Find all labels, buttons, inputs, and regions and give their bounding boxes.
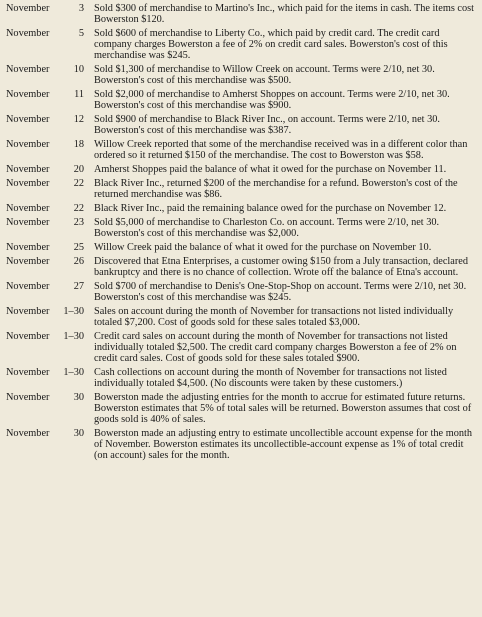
transaction-row bbox=[6, 178, 474, 200]
transaction-day: 3 bbox=[78, 3, 84, 14]
transaction-day: 20 bbox=[73, 164, 84, 176]
transaction-day: 22 bbox=[73, 178, 84, 189]
transaction-description: Black River Inc., paid the remaining balance owed for the purchase on November 12. bbox=[94, 203, 447, 214]
transaction-month: November bbox=[6, 305, 50, 317]
transaction-description: Discovered that Etna Enterprises, a customer owing $150 from a July transaction, declared bankruptcy and there is no chance of collection. Wrote off the balance of Etna's account. bbox=[94, 255, 469, 278]
transaction-month: November bbox=[6, 64, 50, 76]
transaction-row bbox=[6, 3, 474, 25]
transaction-row bbox=[6, 392, 474, 426]
transaction-row bbox=[6, 203, 474, 214]
transaction-row bbox=[6, 367, 474, 389]
transaction-row bbox=[6, 114, 474, 136]
transaction-day: 30 bbox=[73, 391, 84, 403]
transaction-day: 1–30 bbox=[63, 366, 84, 378]
transaction-description: Amherst Shoppes paid the balance of what it owed for the purchase on November 11. bbox=[94, 164, 447, 176]
transaction-day: 22 bbox=[73, 203, 84, 214]
transaction-description: Bowerston made an adjusting entry to estimate uncollectible account expense for the month of November. Bowerston estimates its uncollectible-account expense as 1% of total credit (on account) sales for the month. bbox=[94, 428, 473, 462]
transaction-row bbox=[6, 164, 474, 175]
transaction-row bbox=[6, 217, 474, 239]
transaction-day: 23 bbox=[73, 216, 84, 228]
transaction-day: 26 bbox=[73, 255, 84, 267]
transaction-description: Sold $900 of merchandise to Black River Inc., on account. Terms were 2/10, net 30. Bowerston's cost of this merchandise was $387. bbox=[94, 114, 440, 137]
transaction-month: November bbox=[6, 255, 50, 267]
transaction-row bbox=[6, 139, 474, 161]
transaction-day: 10 bbox=[73, 64, 84, 76]
transaction-day: 1–30 bbox=[63, 305, 84, 317]
transaction-month: November bbox=[6, 366, 50, 378]
transaction-row bbox=[6, 306, 474, 328]
transaction-description: Sold $600 of merchandise to Liberty Co., which paid by credit card. The credit card company charges Bowerston a fee of 2% on credit card sales. Bowerston's cost of this merchandise was $245. bbox=[94, 28, 448, 62]
transaction-row bbox=[6, 242, 474, 253]
transaction-month: November bbox=[6, 241, 50, 253]
transaction-description: Sold $5,000 of merchandise to Charleston Co. on account. Terms were 2/10, net 30. Bowerston's cost of this merchandise was $2,000. bbox=[94, 216, 440, 239]
transaction-month: November bbox=[6, 89, 50, 101]
transaction-description: Credit card sales on account during the month of November for transactions not listed individually totaled $2,500. The credit card company charges Bowerston a fee of 2% on credit card sales. Cost of goods sold for these sales totaled $900. bbox=[94, 330, 457, 364]
transaction-month: November bbox=[6, 391, 50, 403]
transaction-day: 25 bbox=[73, 241, 84, 253]
transaction-month: November bbox=[6, 164, 50, 176]
transaction-description: Sold $2,000 of merchandise to Amherst Shoppes on account. Terms were 2/10, net 30. Bowerston's cost of this merchandise was $900. bbox=[94, 89, 450, 112]
transaction-month: November bbox=[6, 28, 50, 39]
transaction-day: 18 bbox=[73, 139, 84, 151]
transaction-description: Willow Creek paid the balance of what it owed for the purchase on November 10. bbox=[94, 241, 432, 253]
transaction-row bbox=[6, 89, 474, 111]
transaction-month: November bbox=[6, 178, 50, 189]
transaction-month: November bbox=[6, 114, 50, 126]
transaction-description: Willow Creek reported that some of the merchandise received was in a different color than ordered so it returned $150 of the merchandise. The cost to Bowerston was $58. bbox=[94, 139, 468, 162]
transaction-row bbox=[6, 428, 474, 462]
transaction-description: Bowerston made the adjusting entries for the month to accrue for estimated future returns. Bowerston estimates that 5% of total sales will be returned. Bowerston assumes that cost of goods sold is 40% of sales. bbox=[94, 391, 472, 426]
transaction-description: Sales on account during the month of November for transactions not listed individually totaled $7,200. Cost of goods sold for these sales totaled $3,000. bbox=[94, 305, 454, 328]
transaction-day: 30 bbox=[73, 428, 84, 439]
transaction-month: November bbox=[6, 280, 50, 292]
transaction-row bbox=[6, 331, 474, 365]
transaction-row bbox=[6, 64, 474, 86]
transaction-row bbox=[6, 28, 474, 62]
transaction-description: Sold $300 of merchandise to Martino's Inc., which paid for the items in cash. The items cost Bowerston $120. bbox=[94, 3, 474, 26]
transaction-month: November bbox=[6, 330, 50, 342]
transaction-day: 27 bbox=[73, 280, 84, 292]
transaction-row bbox=[6, 281, 474, 303]
transaction-description: Sold $700 of merchandise to Denis's One-Stop-Shop on account. Terms were 2/10, net 30. Bowerston's cost of this merchandise was $245. bbox=[94, 280, 467, 303]
transaction-month: November bbox=[6, 216, 50, 228]
transaction-month: November bbox=[6, 203, 50, 214]
transaction-day: 11 bbox=[74, 89, 84, 101]
transaction-month: November bbox=[6, 3, 50, 14]
transaction-day: 5 bbox=[78, 28, 84, 39]
transaction-month: November bbox=[6, 428, 50, 439]
transaction-row bbox=[6, 256, 474, 278]
transaction-month: November bbox=[6, 139, 50, 151]
transaction-day: 1–30 bbox=[63, 330, 84, 342]
transaction-description: Black River Inc., returned $200 of the merchandise for a refund. Bowerston's cost of the returned merchandise was $86. bbox=[94, 178, 458, 201]
transaction-day: 12 bbox=[73, 114, 84, 126]
transaction-description: Sold $1,300 of merchandise to Willow Creek on account. Terms were 2/10, net 30. Bowerston's cost of this merchandise was $500. bbox=[94, 64, 435, 87]
transaction-description: Cash collections on account during the month of November for transactions not listed individually totaled $4,500. (No discounts were taken by these customers.) bbox=[94, 366, 447, 389]
